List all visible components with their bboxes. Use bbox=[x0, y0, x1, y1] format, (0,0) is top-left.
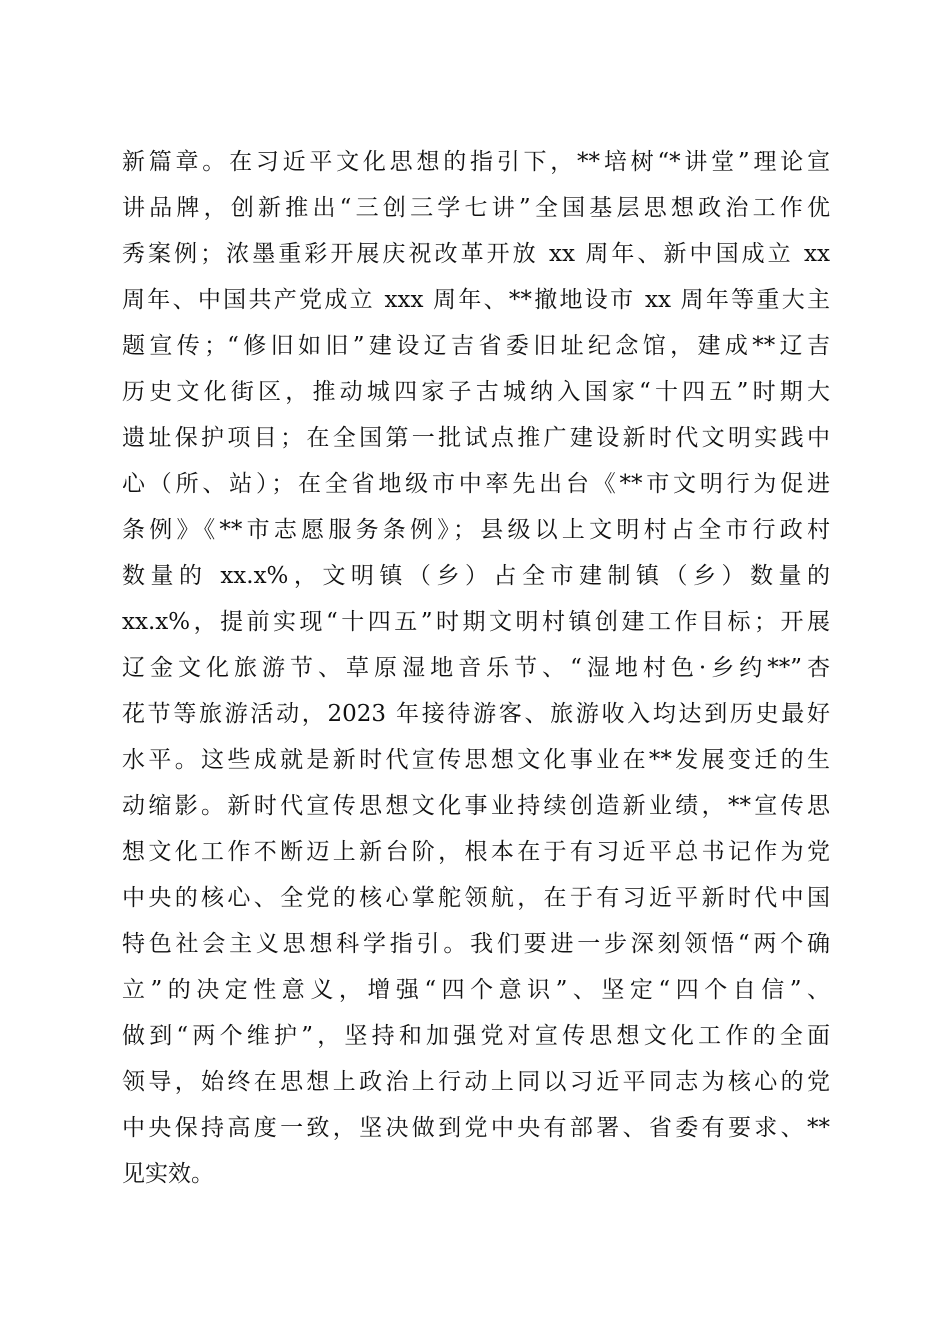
text-line: 花节等旅游活动，2023 年接待游客、旅游收入均达到历史最好 bbox=[122, 701, 830, 727]
text-line: 新篇章。在习近平文化思想的指引下，**培树“*讲堂”理论宣 bbox=[122, 149, 830, 175]
text-line: 心（所、站）；在全省地级市中率先出台《**市文明行为促进 bbox=[122, 471, 830, 497]
text-line: 周年、中国共产党成立 xxx 周年、**撤地设市 xx 周年等重大主 bbox=[122, 287, 830, 313]
body-paragraph bbox=[122, 139, 830, 1197]
text-line: 题宣传；“修旧如旧”建设辽吉省委旧址纪念馆，建成**辽吉 bbox=[122, 333, 830, 359]
text-line: 领导，始终在思想上政治上行动上同以习近平同志为核心的党 bbox=[122, 1069, 830, 1095]
text-line: 秀案例；浓墨重彩开展庆祝改革开放 xx 周年、新中国成立 xx bbox=[122, 241, 830, 267]
text-line: 遗址保护项目；在全国第一批试点推广建设新时代文明实践中 bbox=[122, 425, 830, 451]
text-line: 立”的决定性意义，增强“四个意识”、坚定“四个自信”、 bbox=[122, 977, 830, 1003]
text-line: 讲品牌，创新推出“三创三学七讲”全国基层思想政治工作优 bbox=[122, 195, 830, 221]
text-line: 数量的 xx.x%，文明镇（乡）占全市建制镇（乡）数量的 bbox=[122, 563, 830, 589]
text-line: 动缩影。新时代宣传思想文化事业持续创造新业绩，**宣传思 bbox=[122, 793, 830, 819]
text-line: 辽金文化旅游节、草原湿地音乐节、“湿地村色·乡约**”杏 bbox=[122, 655, 830, 681]
text-line: 做到“两个维护”，坚持和加强党对宣传思想文化工作的全面 bbox=[122, 1023, 830, 1049]
text-line: 水平。这些成就是新时代宣传思想文化事业在**发展变迁的生 bbox=[122, 747, 830, 773]
text-line: 条例》《**市志愿服务条例》；县级以上文明村占全市行政村 bbox=[122, 517, 830, 543]
text-line: xx.x%，提前实现“十四五”时期文明村镇创建工作目标；开展 bbox=[122, 609, 830, 635]
text-line: 特色社会主义思想科学指引。我们要进一步深刻领悟“两个确 bbox=[122, 931, 830, 957]
text-line: 中央保持高度一致，坚决做到党中央有部署、省委有要求、** bbox=[122, 1115, 830, 1141]
text-line: 想文化工作不断迈上新台阶，根本在于有习近平总书记作为党 bbox=[122, 839, 830, 865]
text-line: 见实效。 bbox=[122, 1161, 214, 1187]
text-line: 中央的核心、全党的核心掌舵领航，在于有习近平新时代中国 bbox=[122, 885, 830, 911]
text-line: 历史文化街区，推动城四家子古城纳入国家“十四五”时期大 bbox=[122, 379, 830, 405]
